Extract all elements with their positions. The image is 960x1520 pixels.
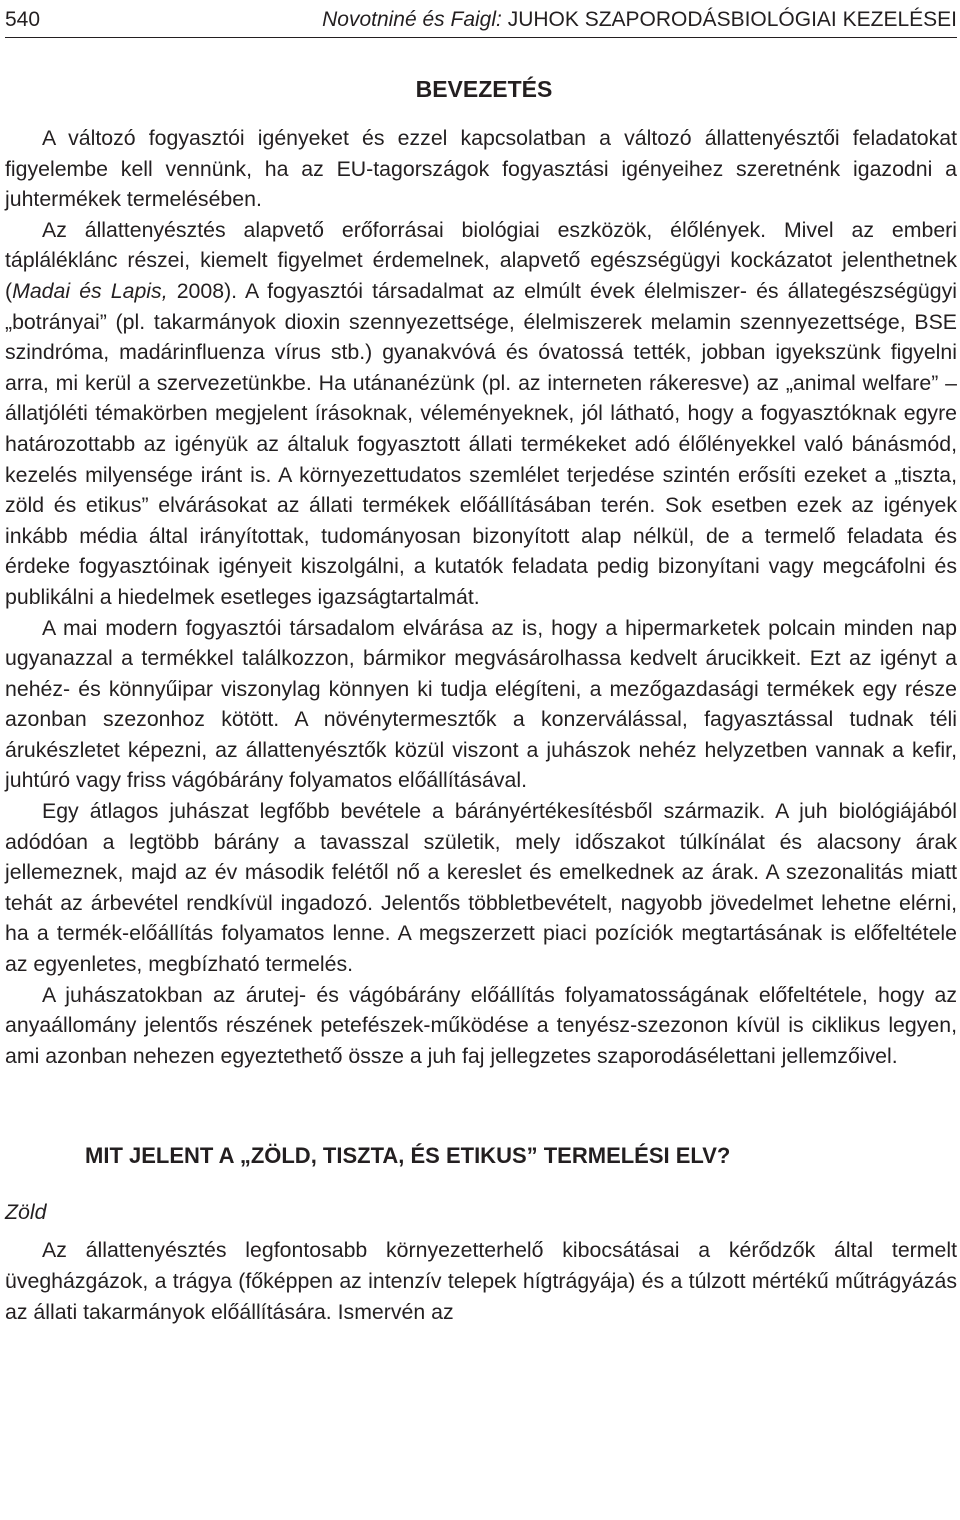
paragraph-1-text: A változó fogyasztói igényeket és ezzel kapcsolatban a változó állattenyésztői feladatokat figyelembe kell vennünk, ha az EU-tagországok fogyasztási igényeihez szeretnénk igazodni a juhtermékek termelésében. <box>5 126 957 212</box>
citation-authors: Madai és Lapis, <box>12 278 168 303</box>
paragraph-4: Egy átlagos juhászat legfőbb bevétele a bárányértékesítésből származik. A juh biológiájából adódóan a legtöbb bárány a tavasszal születik, mely időszakot túlkínálat és alacsony árak jellemeznek, majd az év második felétől nő a kereslet és emelkednek az árak. A szezonalitás miatt tehát az árbevétel rendkívül ingadozó. Jelentős többletbevételt, nagyobb jövedelmet lehetne elérni, ha a termék-előállítás folyamatos lenne. A megszerzett piaci pozíciók megtartásának is előfeltétele az egyenletes, megbízható termelés. <box>5 799 957 977</box>
paragraph-2-text-end: 2008). A fogyasztói társadalmat az elmúlt évek élelmiszer- és állategészségügyi „botrányai” (pl. takarmányok dioxin szennyezettsége, élelmiszerek melamin szennyezettsége, BSE szindróma, madárinfluenza vírus stb.) gyanakvóvá és óvatossá tették, jobban igyekszünk figyelni arra, mi kerül a szervezetünkbe. Ha utánanézünk (pl. az interneten rákeresve) az „animal welfare” – állatjóléti témakörben megjelent írásoknak, véleményeknek, jól látható, hogy a fogyasztóknak egyre határozottabb az igényük az általuk fogyasztott állati termékeket adó élőlényekkel való bánásmód, kezelés milyensége iránt is. A környezettudatos szemlélet terjedése szintén erősíti ezeket a „tiszta, zöld és etikus” elvárásokat az állati termékek előállításában terén. Sok esetben ezek az igények inkább média által irányítottak, tudományosan bizonyított alap nélkül, de a termelő feladata és érdeke fogyasztóinak igényeit kiszolgálni, a kutatók feladata pedig bizonyítani vagy megcáfolni és publikálni a hiedelmek esetleges igazságtartalmát. <box>5 278 957 609</box>
paragraph-3: A mai modern fogyasztói társadalom elvárása az is, hogy a hipermarketek polcain minden nap ugyanazzal a termékkel találkozzon, bármikor megvásárolhassa kedvelt árucikkeit. Ezt az igényt a nehéz- és könnyűipar viszonylag könnyen ki tudja elégíteni, a mezőgazdasági termékek egy része azonban szezonhoz kötött. A növénytermesztők a konzerválással, fagyasztással tudnak téli árukészletet képezni, az állattenyésztők közül viszont a juhászok nehéz helyzetben vannak a kefir, juhtúró vagy friss vágóbárány folyamatos előállításával. <box>5 615 957 793</box>
running-head <box>322 2 957 37</box>
paragraph-1 <box>5 123 957 215</box>
paragraph-6: Az állattenyésztés legfontosabb környezetterhelő kibocsátásai a kérődzők által termelt üvegházgázok, a trágya (főképpen az intenzív telepek hígtrágyája) és a túlzott mértékű műtrágyázás az állati takarmányok előállítására. Ismervén az <box>5 1238 957 1324</box>
zold-body <box>5 1235 957 1327</box>
document-page <box>5 0 957 1327</box>
section-title: BEVEZETÉS <box>415 76 553 102</box>
paragraph-2-text-start: Az állattenyésztés alapvető erőforrásai biológiai eszközök, élőlények. Mivel az emberi tápláléklánc részei, kiemelt figyelmet érdemelnek, alapvető egészségügyi kockázatot jelenthetnek ( <box>5 217 957 303</box>
paragraph-2 <box>5 215 957 613</box>
introduction-body <box>5 123 957 1071</box>
page-number: 540 <box>5 8 41 31</box>
subsection-title: MIT JELENT A „ZÖLD, TISZTA, ÉS ETIKUS” TERMELÉSI ELV? <box>85 1143 731 1169</box>
running-header <box>5 2 957 38</box>
subheading-zold: Zöld <box>5 1200 47 1225</box>
running-head-authors: Novotniné és Faigl: <box>322 8 502 31</box>
running-head-title: JUHOK SZAPORODÁSBIOLÓGIAI KEZELÉSEI <box>507 8 957 31</box>
paragraph-5: A juhászatokban az árutej- és vágóbárány előállítás folyamatosságának előfeltétele, hogy az anyaállomány jelentős részének petefészek-működése a tenyész-szezonon kívül is ciklikus legyen, ami azonban nehezen egyeztethető össze a juh faj jellegzetes szaporodásélettani jellemzőivel. <box>5 982 957 1068</box>
